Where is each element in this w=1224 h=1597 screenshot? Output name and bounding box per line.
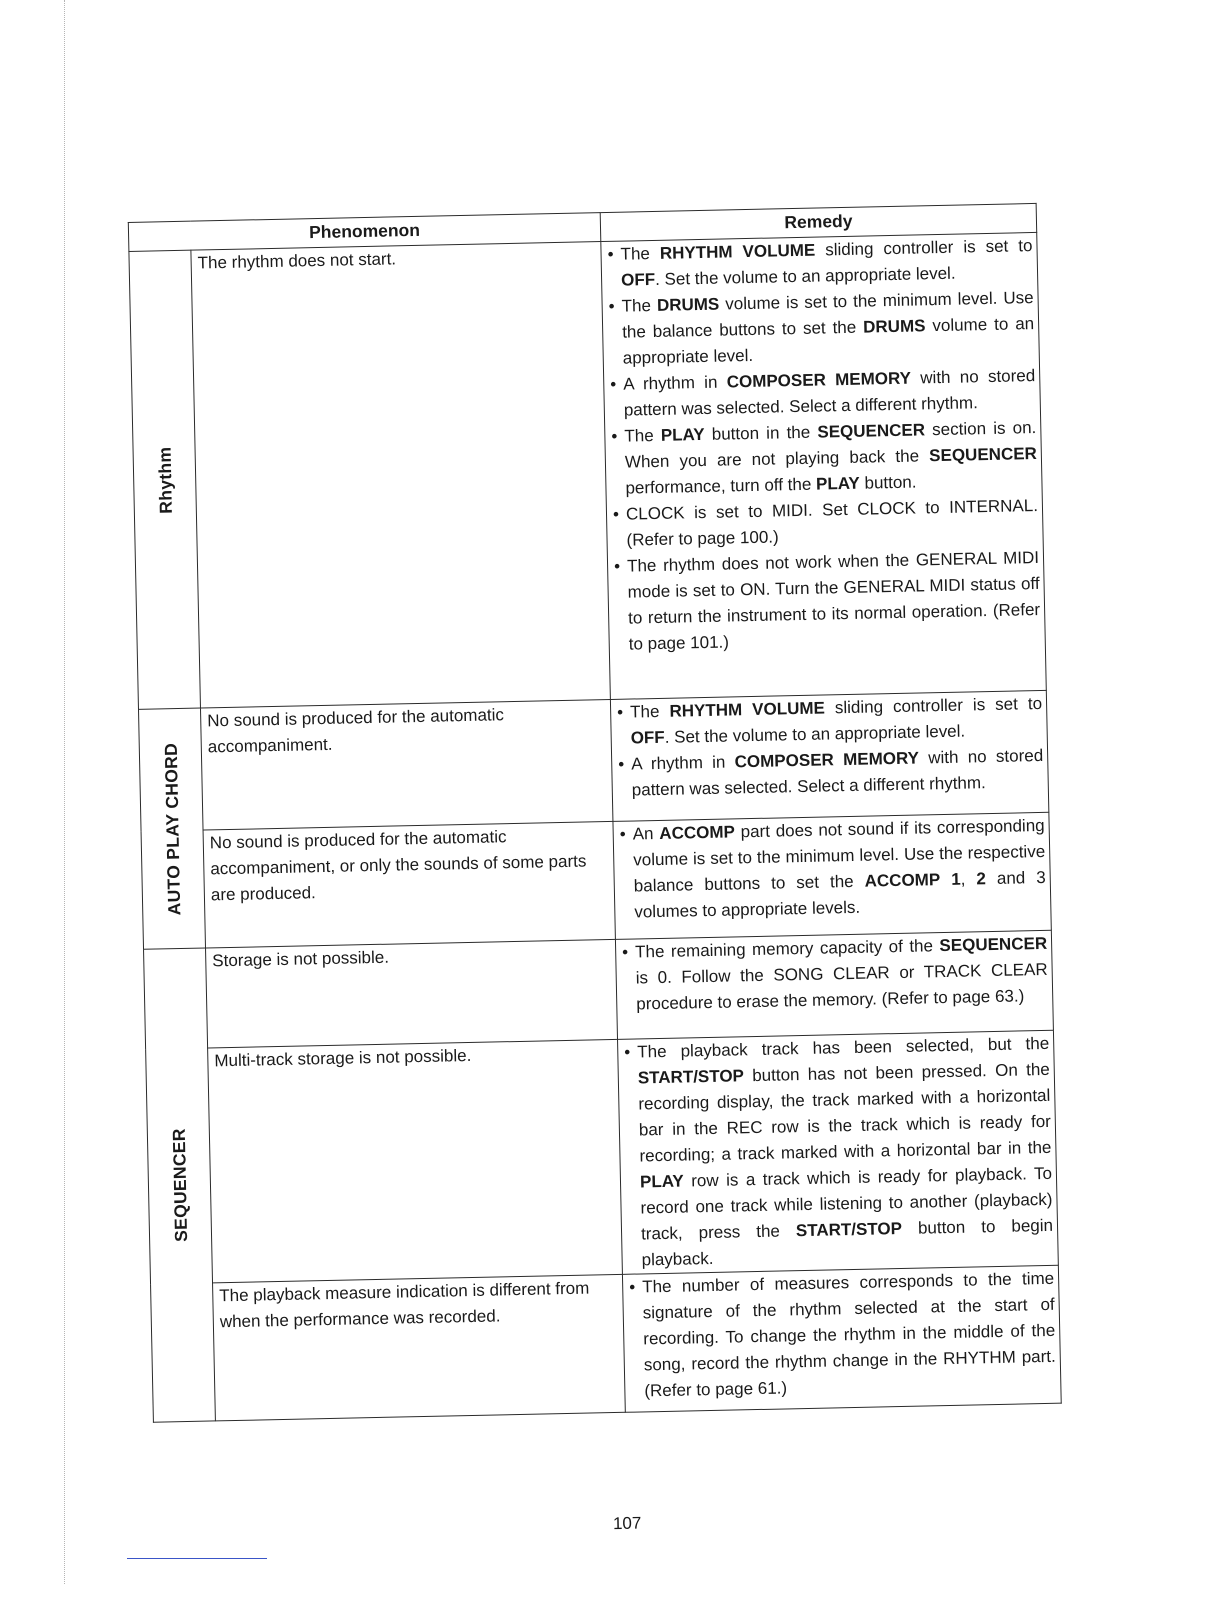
remedy-list	[607, 233, 1041, 658]
category-text: Rhythm	[153, 446, 176, 514]
header-phenomenon: Phenomenon	[128, 213, 601, 252]
remedy-item: • A rhythm in COMPOSER MEMORY with no stored pattern was selected. Select a different rhythm.	[618, 743, 1044, 804]
table-row	[138, 690, 1048, 831]
remedy-item: • The RHYTHM VOLUME sliding controller is set to OFF. Set the volume to an appropriate level.	[607, 233, 1033, 294]
category-label	[129, 250, 201, 709]
phenomenon-cell: No sound is produced for the automatic accompaniment, or only the sounds of some parts are produced.	[203, 821, 615, 948]
remedy-item: • The rhythm does not work when the GENERAL MIDI mode is set to ON. Turn the GENERAL MIDI status off to return the instrument to its normal operation. (Refer to page 101.)	[614, 545, 1041, 658]
remedy-item: • The PLAY button in the SEQUENCER section is on. When you are not playing back the SEQUENCER performance, turn off the PLAY button.	[611, 415, 1038, 502]
remedy-list	[617, 691, 1044, 804]
category-text: SEQUENCER	[168, 1128, 191, 1243]
phenomenon-cell: The rhythm does not start.	[191, 242, 611, 708]
remedy-cell	[613, 812, 1051, 939]
troubleshooting-table	[128, 203, 1062, 1423]
remedy-item: • CLOCK is set to MIDI. Set CLOCK to INTERNAL. (Refer to page 100.)	[613, 493, 1039, 554]
phenomenon-cell: The playback measure indication is different from when the performance was recorded.	[213, 1274, 626, 1421]
remedy-list	[622, 931, 1049, 1018]
phenomenon-cell: Multi-track storage is not possible.	[208, 1039, 623, 1283]
category-text: AUTO PLAY CHORD	[160, 742, 184, 916]
remedy-list	[619, 813, 1046, 926]
remedy-cell	[622, 1265, 1061, 1412]
remedy-item: • The DRUMS volume is set to the minimum level. Use the balance buttons to set the DRUMS volume to an appropriate level.	[608, 285, 1035, 372]
header-remedy: Remedy	[600, 203, 1037, 241]
table-row	[129, 232, 1046, 709]
table-row	[151, 1265, 1062, 1422]
remedy-cell	[601, 232, 1046, 699]
remedy-item: • The RHYTHM VOLUME sliding controller is set to OFF. Set the volume to an appropriate level.	[617, 691, 1043, 752]
remedy-cell	[615, 930, 1053, 1039]
page-number: 107	[612, 1513, 642, 1534]
remedy-cell	[610, 690, 1048, 821]
remedy-list	[624, 1031, 1054, 1274]
remedy-item: • The number of measures corresponds to the time signature of the rhythm selected at the start of recording. To change the rhythm in the middle of the song, record the rhythm change in the RHYTHM part. (Refer to page 61.)	[629, 1266, 1057, 1405]
remedy-item: • An ACCOMP part does not sound if its corresponding volume is set to the minimum level. Use the respective balance buttons to set the ACCOMP 1, 2 and 3 volumes to appropriate levels.	[619, 813, 1046, 926]
table-row	[144, 930, 1054, 1049]
table-row	[146, 1030, 1059, 1284]
category-label	[138, 708, 205, 949]
remedy-item: • The playback track has been selected, but the START/STOP button has not been pressed. On the recording display, the track marked with a horizontal bar in the REC row is the track which is ready for recording; a track marked with a horizontal bar in the PLAY row is a track which is ready for playback. To record one track while listening to another (playback) track, press the START/STOP button to begin playback.	[624, 1031, 1054, 1274]
remedy-item: • A rhythm in COMPOSER MEMORY with no stored pattern was selected. Select a different rhythm.	[610, 363, 1036, 424]
phenomenon-cell: No sound is produced for the automatic accompaniment.	[200, 699, 612, 830]
table-row	[141, 812, 1051, 949]
remedy-item: • The remaining memory capacity of the SEQUENCER is 0. Follow the SONG CLEAR or TRACK CLEAR procedure to erase the memory. (Refer to page 63.)	[622, 931, 1049, 1018]
remedy-list	[629, 1266, 1057, 1405]
remedy-cell	[618, 1030, 1059, 1274]
footer-rule	[127, 1558, 267, 1559]
category-label	[144, 948, 216, 1422]
phenomenon-cell: Storage is not possible.	[206, 939, 618, 1048]
